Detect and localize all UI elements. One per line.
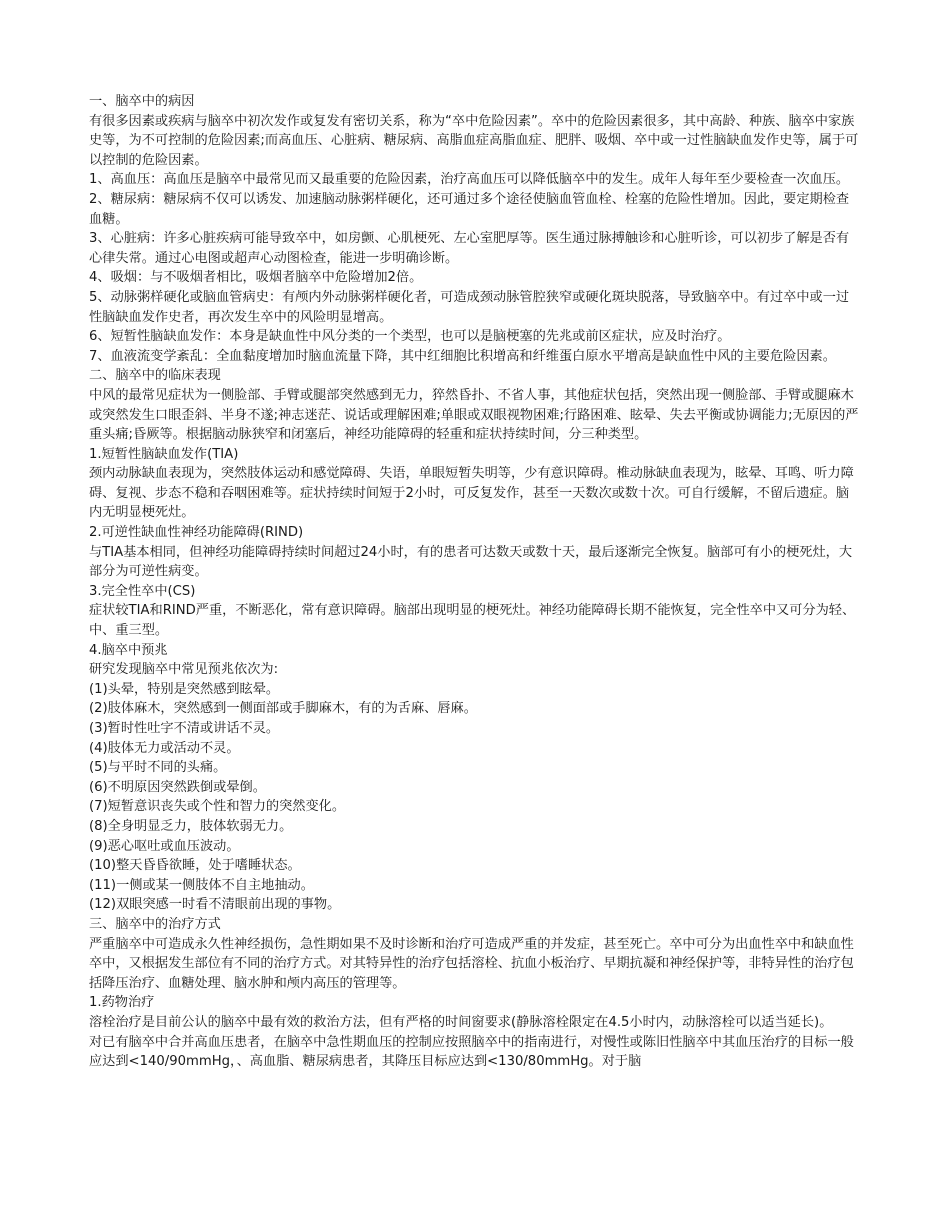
paragraph: 严重脑卒中可造成永久性神经损伤，急性期如果不及时诊断和治疗可造成严重的并发症，甚至死亡。卒中可分为出血性卒中和缺血性卒中，又根据发生部位有不同的治疗方式。对其特异性的治疗包括溶栓、抗血小板治疗、早期抗凝和神经保护等，非特异性的治疗包括降压治疗、血糖处理、脑水肿和颅内高压的管理等。 xyxy=(89,936,854,991)
paragraph: 3、心脏病：许多心脏疾病可能导致卒中，如房颤、心肌梗死、左心室肥厚等。医生通过脉搏触诊和心脏听诊，可以初步了解是否有心律失常。通过心电图或超声心动图检查，能进一步明确诊断。 xyxy=(89,231,850,266)
paragraph: 研究发现脑卒中常见预兆依次为: xyxy=(89,662,279,678)
paragraph: 症状较TIA和RIND严重，不断恶化，常有意识障碍。脑部出现明显的梗死灶。神经功能障碍长期不能恢复，完全性卒中又可分为轻、中、重三型。 xyxy=(89,603,856,639)
paragraph: 颈内动脉缺血表现为，突然肢体运动和感觉障碍、失语，单眼短暂失明等，少有意识障碍。椎动脉缺血表现为，眩晕、耳鸣、听力障碍、复视、步态不稳和吞咽困难等。症状持续时间短于2小时，可反复发作，甚至一天数次或数十次。可自行缓解，不留后遗症。脑内无明显梗死灶。 xyxy=(89,466,854,521)
paragraph: 4、吸烟：与不吸烟者相比，吸烟者脑卒中危险增加2倍。 xyxy=(89,270,423,286)
paragraph: 6、短暂性脑缺血发作：本身是缺血性中风分类的一个类型，也可以是脑梗塞的先兆或前区症状，应及时治疗。 xyxy=(89,329,731,345)
subheading: 1.短暂性脑缺血发作(TIA) xyxy=(89,446,239,462)
paragraph: 溶栓治疗是目前公认的脑卒中最有效的救治方法，但有严格的时间窗要求(静脉溶栓限定在4.5小时内，动脉溶栓可以适当延长)。 xyxy=(89,1014,833,1030)
heading-causes: 一、脑卒中的病因 xyxy=(89,94,195,109)
paragraph: 对已有脑卒中合并高血压患者，在脑卒中急性期血压的控制应按照脑卒中的指南进行，对慢性或陈旧性脑卒中其血压治疗的目标一般应达到<140/90mmHg，、高血脂、糖尿病患者，其降压目标应达到<130/80mmHg。对于脑 xyxy=(89,1034,854,1070)
list-item: (3)暂时性吐字不清或讲话不灵。 xyxy=(89,721,280,736)
heading-treatment: 三、脑卒中的治疗方式 xyxy=(89,916,221,932)
subheading: 1.药物治疗 xyxy=(89,995,155,1011)
paragraph: 中风的最常见症状为一侧脸部、手臂或腿部突然感到无力，猝然昏扑、不省人事，其他症状包括，突然出现一侧脸部、手臂或腿麻木或突然发生口眼歪斜、半身不遂;神志迷茫、说话或理解困难;单眼或双眼视物困难;行路困难、眩晕、失去平衡或协调能力;无原因的严重头痛;昏厥等。根据脑动脉狭窄和闭塞后，神经功能障碍的轻重和症状持续时间，分三种类型。 xyxy=(89,387,859,443)
list-item: (6)不明原因突然跌倒或晕倒。 xyxy=(89,779,266,795)
list-item: (5)与平时不同的头痛。 xyxy=(89,760,227,776)
list-item: (2)肢体麻木，突然感到一侧面部或手脚麻木，有的为舌麻、唇麻。 xyxy=(89,701,477,717)
document-page xyxy=(89,92,859,1072)
list-item: (12)双眼突感一时看不清眼前出现的事物。 xyxy=(89,897,341,913)
list-item: (9)恶心呕吐或血压波动。 xyxy=(89,838,240,854)
subheading: 2.可逆性缺血性神经功能障碍(RIND) xyxy=(89,525,304,541)
paragraph: 与TIA基本相同，但神经功能障碍持续时间超过24小时，有的患者可达数天或数十天，最后逐渐完全恢复。脑部可有小的梗死灶，大部分为可逆性病变。 xyxy=(89,544,853,580)
list-item: (11)一侧或某一侧肢体不自主地抽动。 xyxy=(89,877,314,893)
paragraph: 1、高血压：高血压是脑卒中最常见而又最重要的危险因素，治疗高血压可以降低脑卒中的发生。成年人每年至少要检查一次血压。 xyxy=(89,172,850,188)
paragraph: 5、动脉粥样硬化或脑血管病史：有颅内外动脉粥样硬化者，可造成颈动脉管腔狭窄或硬化斑块脱落，导致脑卒中。有过卒中或一过性脑缺血发作史者，再次发生卒中的风险明显增高。 xyxy=(89,289,850,325)
list-item: (4)肢体无力或活动不灵。 xyxy=(89,740,240,756)
list-item: (7)短暂意识丧失或个性和智力的突然变化。 xyxy=(89,799,346,815)
list-item: (8)全身明显乏力，肢体软弱无力。 xyxy=(89,818,293,834)
paragraph: 7、血液流变学紊乱：全血黏度增加时脑血流量下降，其中红细胞比积增高和纤维蛋白原水平增高是缺血性中风的主要危险因素。 xyxy=(89,348,836,364)
paragraph: 2、糖尿病：糖尿病不仅可以诱发、加速脑动脉粥样硬化，还可通过多个途径使脑血管血栓、栓塞的危险性增加。因此，要定期检查血糖。 xyxy=(89,191,850,227)
heading-clinical: 二、脑卒中的临床表现 xyxy=(89,368,221,384)
subheading: 4.脑卒中预兆 xyxy=(89,642,168,658)
list-item: (10)整天昏昏欲睡，处于嗜睡状态。 xyxy=(89,858,301,874)
paragraph: 有很多因素或疾病与脑卒中初次发作或复发有密切关系，称为“卒中危险因素”。卒中的危险因素很多，其中高龄、种族、脑卒中家族史等，为不可控制的危险因素;而高血压、心脏病、糖尿病、高脂血症高脂血症、肥胖、吸烟、卒中或一过性脑缺血发作史等，属于可以控制的危险因素。 xyxy=(89,113,859,168)
subheading: 3.完全性卒中(CS) xyxy=(89,583,196,599)
list-item: (1)头晕，特别是突然感到眩晕。 xyxy=(89,681,280,697)
